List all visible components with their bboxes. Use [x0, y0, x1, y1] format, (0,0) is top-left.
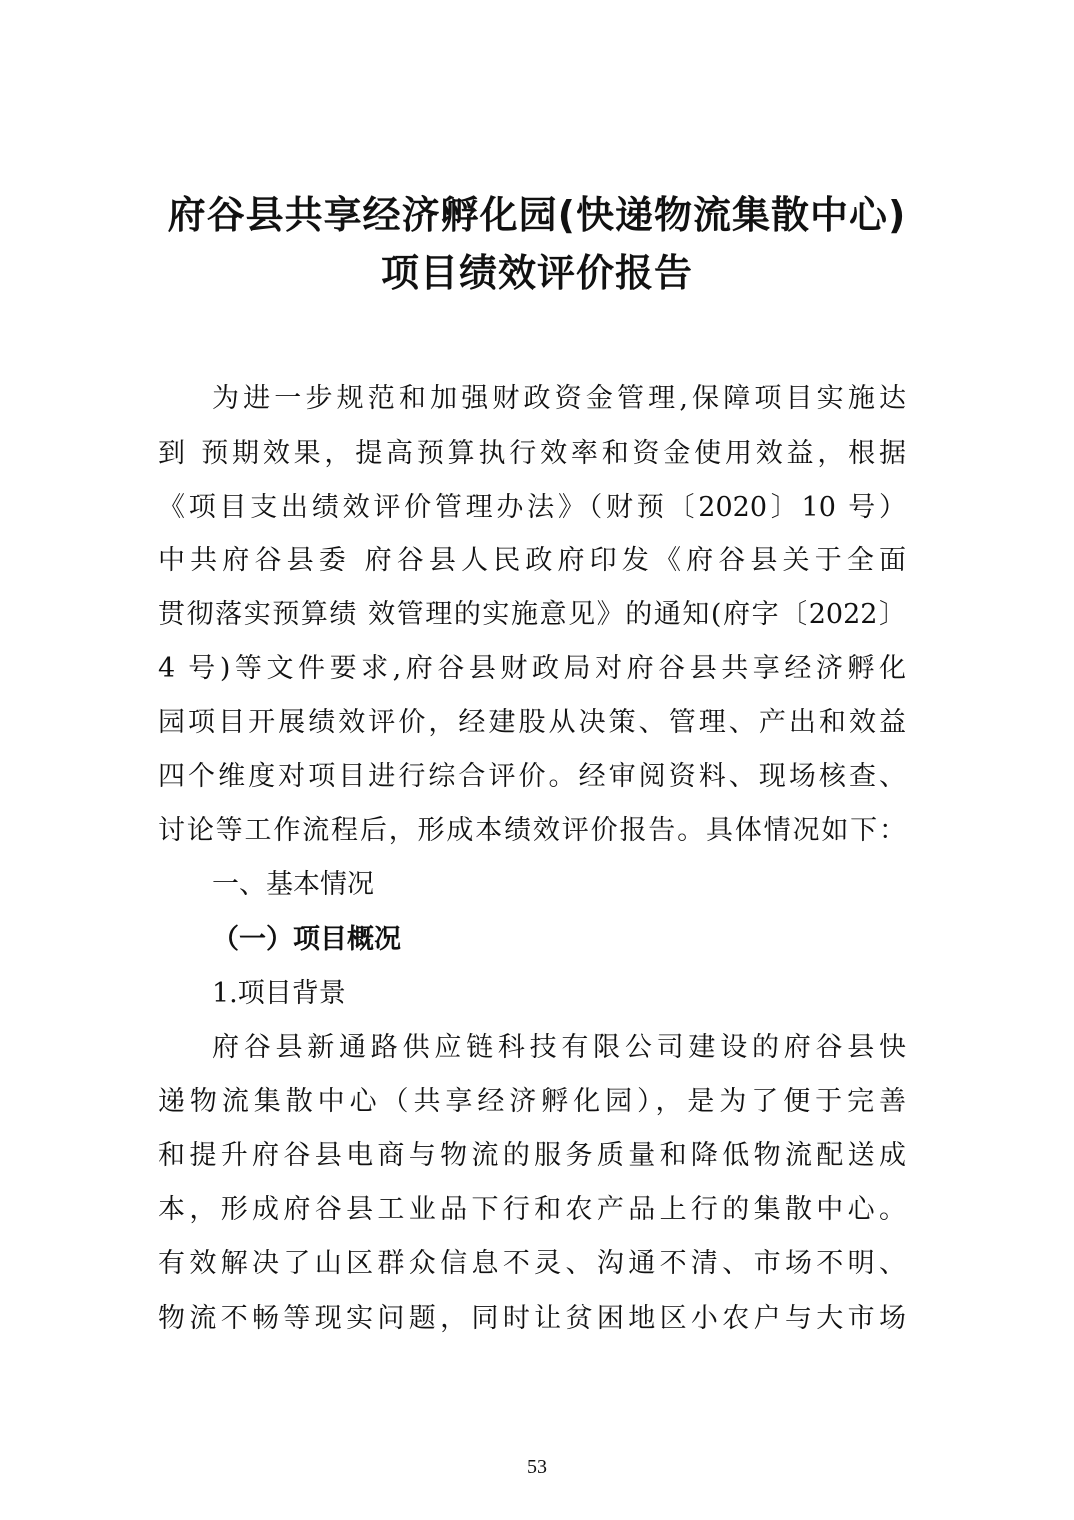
intro-line: 为进一步规范和加强财政资金管理,保障项目实施达 [212, 383, 906, 414]
subsection-heading: （一）项目概况 [212, 924, 401, 955]
page-number: 53 [527, 1456, 547, 1478]
intro-line: 4 号)等文件要求,府谷县财政局对府谷县共享经济孵化 [158, 653, 906, 684]
item-heading: 1.项目背景 [212, 978, 346, 1009]
background-line: 递物流集散中心（共享经济孵化园），是为了便于完善 [158, 1086, 906, 1117]
intro-line: 贯彻落实预算绩 效管理的实施意见》的通知(府字〔2022〕 [158, 599, 906, 630]
intro-line: 四个维度对项目进行综合评价。经审阅资料、现场核查、 [158, 761, 906, 792]
report-title-line-1: 府谷县共享经济孵化园(快递物流集散中心) [167, 193, 907, 237]
report-title-line-2: 项目绩效评价报告 [380, 251, 693, 295]
background-line: 物流不畅等现实问题，同时让贫困地区小农户与大市场 [158, 1303, 906, 1334]
intro-line: 《项目支出绩效评价管理办法》（财预〔2020〕10 号） [158, 492, 906, 523]
background-line: 本，形成府谷县工业品下行和农产品上行的集散中心。 [158, 1194, 906, 1225]
background-line: 有效解决了山区群众信息不灵、沟通不清、市场不明、 [158, 1248, 906, 1279]
intro-line: 中共府谷县委 府谷县人民政府印发《府谷县关于全面 [158, 545, 906, 576]
intro-line: 讨论等工作流程后，形成本绩效评价报告。具体情况如下： [158, 815, 906, 846]
section-heading: 一、基本情况 [212, 869, 374, 900]
intro-line: 园项目开展绩效评价，经建股从决策、管理、产出和效益 [158, 707, 906, 738]
background-line: 府谷县新通路供应链科技有限公司建设的府谷县快 [212, 1032, 906, 1063]
intro-line: 到 预期效果，提高预算执行效率和资金使用效益，根据 [158, 438, 906, 469]
background-line: 和提升府谷县电商与物流的服务质量和降低物流配送成 [158, 1140, 906, 1171]
